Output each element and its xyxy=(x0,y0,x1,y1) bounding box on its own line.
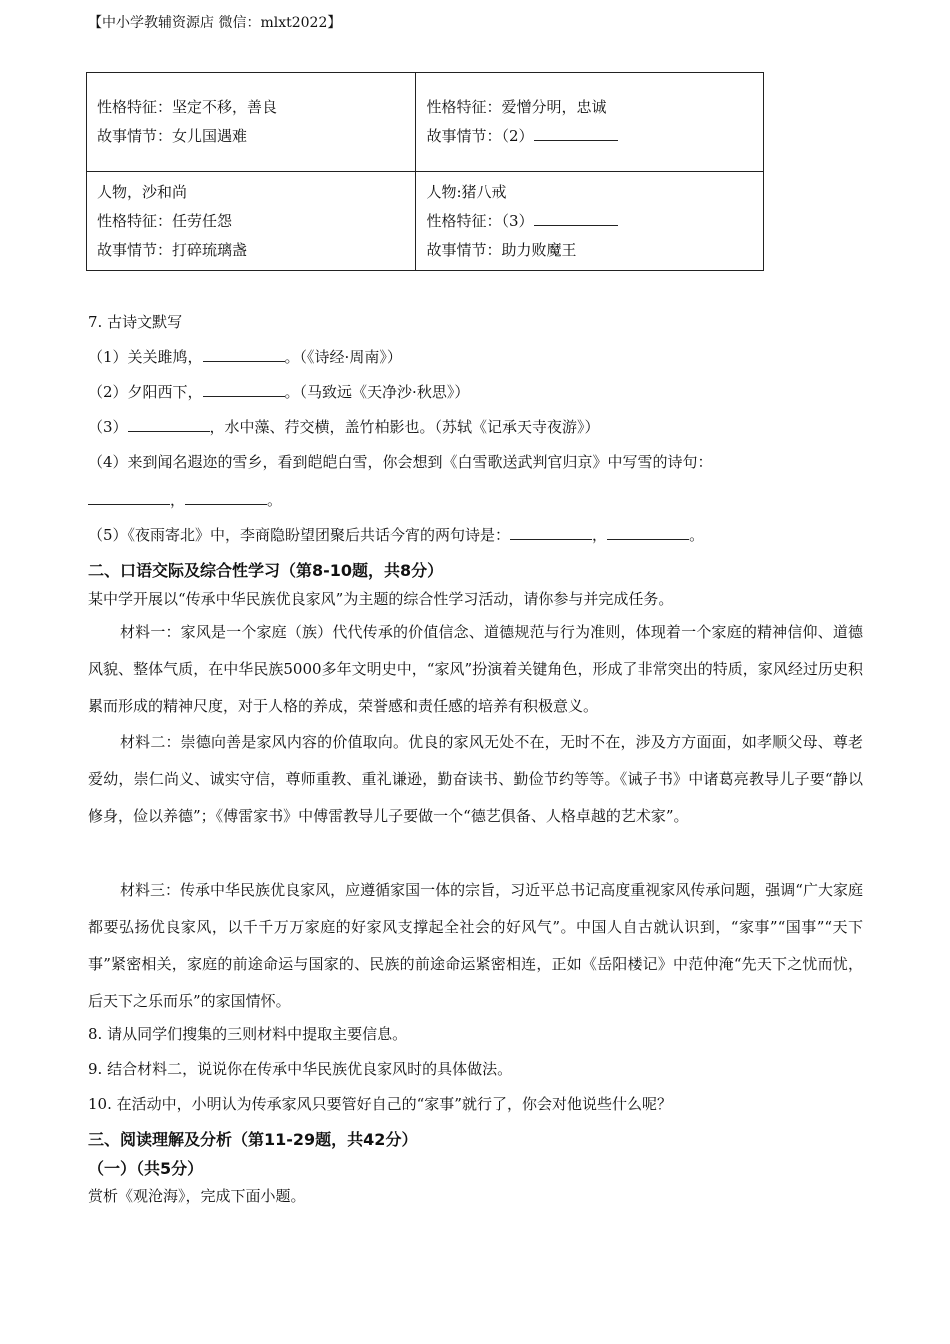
answer-blank[interactable] xyxy=(88,490,170,505)
answer-blank[interactable] xyxy=(607,525,689,540)
q7-item-5: （5）《夜雨寄北》中，李商隐盼望团聚后共话今宵的两句诗是： ， 。 xyxy=(88,526,705,544)
table-cell xyxy=(416,172,764,271)
cell-line: 性格特征：（3） xyxy=(426,207,753,236)
table-cell xyxy=(87,172,416,271)
section-2-intro: 某中学开展以“传承中华民族优良家风”为主题的综合性学习活动，请你参与并完成任务。 xyxy=(88,590,674,608)
section-3-intro: 赏析《观沧海》，完成下面小题。 xyxy=(88,1187,306,1205)
table-cell xyxy=(87,73,416,172)
cell-line: 故事情节：女儿国遇难 xyxy=(97,127,248,145)
section-2-heading: 二、口语交际及综合性学习（第8-10题，共8分） xyxy=(88,561,444,580)
cell-line: 人物:猪八戒 xyxy=(426,182,507,201)
q7-item-3: （3） ，水中藻、荇交横，盖竹柏影也。（苏轼《记承天寺夜游》） xyxy=(88,418,600,436)
answer-blank[interactable] xyxy=(534,211,618,226)
q7-item-2: （2）夕阳西下， 。（马致远《天净沙·秋思》） xyxy=(88,383,470,401)
question-9: 9. 结合材料二，说说你在传承中华民族优良家风时的具体做法。 xyxy=(88,1060,513,1078)
section-3-heading: 三、阅读理解及分析（第11-29题，共42分） xyxy=(88,1130,418,1149)
question-10: 10. 在活动中，小明认为传承家风只要管好自己的“家事”就行了，你会对他说些什么呢？ xyxy=(88,1095,672,1113)
cell-line: 故事情节：（2） xyxy=(426,122,753,151)
material-3: 材料三：传承中华民族优良家风，应遵循家国一体的宗旨，习近平总书记高度重视家风传承问题，强调“广大家庭都要弘扬优良家风，以千千万万家庭的好家风支撑起全社会的好风气”。中国人自古就认识到，“家事”“国事”“天下事”紧密相关，家庭的前途命运与国家的、民族的前途命运紧密相连，正如《岳阳楼记》中范仲淹“先天下之忧而忧，后天下之乐而乐”的家国情怀。 xyxy=(88,881,863,1010)
cell-line: 性格特征：坚定不移，善良 xyxy=(97,98,278,116)
answer-blank[interactable] xyxy=(510,525,592,540)
q7-item-1: （1）关关雎鸠， 。（《诗经·周南》） xyxy=(88,348,402,366)
cell-line: 人物，沙和尚 xyxy=(97,182,188,201)
cell-line: 性格特征：任劳任怨 xyxy=(97,211,233,230)
page-header: 【中小学教辅资源店 微信：mlxt2022】 xyxy=(88,15,342,31)
cell-line: 故事情节：助力败魔王 xyxy=(426,240,577,259)
question-7-title: 7. 古诗文默写 xyxy=(88,313,183,331)
character-table xyxy=(86,72,764,271)
answer-blank[interactable] xyxy=(185,490,267,505)
answer-blank[interactable] xyxy=(534,126,618,141)
question-8: 8. 请从同学们搜集的三则材料中提取主要信息。 xyxy=(88,1025,408,1043)
answer-blank[interactable] xyxy=(128,417,210,432)
material-1: 材料一：家风是一个家庭（族）代代传承的价值信念、道德规范与行为准则，体现着一个家庭的精神信仰、道德风貌、整体气质，在中华民族5000多年文明史中，“家风”扮演着关键角色，形成了非常突出的特质，家风经过历史积累而形成的精神尺度，对于人格的养成，荣誉感和责任感的培养有积极意义。 xyxy=(88,623,863,715)
material-2: 材料二：崇德向善是家风内容的价值取向。优良的家风无处不在，无时不在，涉及方方面面，如孝顺父母、尊老爱幼，崇仁尚义、诚实守信，尊师重教、重礼谦逊，勤奋读书、勤俭节约等等。《诫子书》中诸葛亮教导儿子要“静以修身，俭以养德”；《傅雷家书》中傅雷教导儿子要做一个“德艺俱备、人格卓越的艺术家”。 xyxy=(88,733,863,825)
answer-blank[interactable] xyxy=(203,347,285,362)
cell-line: 性格特征：爱憎分明，忠诚 xyxy=(426,98,607,116)
section-3-subheading: （一）（共5分） xyxy=(88,1159,204,1178)
q7-item-4: （4）来到闻名遐迩的雪乡，看到皑皑白雪，你会想到《白雪歌送武判官归京》中写雪的诗句： xyxy=(88,453,713,471)
q7-item-4-blanks: ， 。 xyxy=(88,489,282,510)
cell-line: 故事情节：打碎琉璃盏 xyxy=(97,240,248,259)
table-cell xyxy=(416,73,764,172)
answer-blank[interactable] xyxy=(203,382,285,397)
